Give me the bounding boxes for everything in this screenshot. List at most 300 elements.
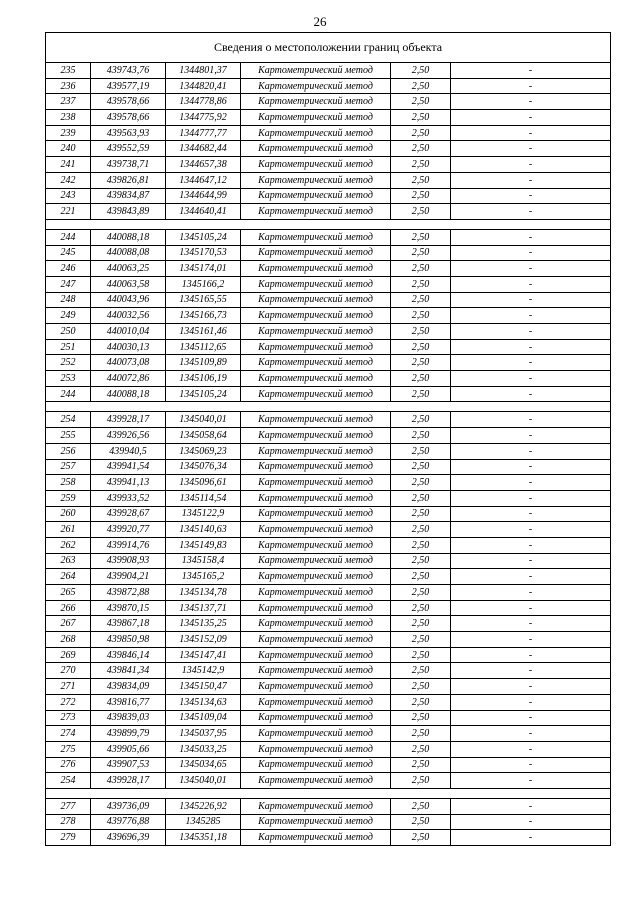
x-coordinate-cell: 439776,88 xyxy=(91,814,166,830)
method-cell: Картометрический метод xyxy=(241,172,391,188)
method-cell: Картометрический метод xyxy=(241,537,391,553)
x-coordinate-cell: 439841,34 xyxy=(91,663,166,679)
accuracy-cell: 2,50 xyxy=(391,261,451,277)
description-cell: - xyxy=(451,63,611,79)
x-coordinate-cell: 439908,93 xyxy=(91,553,166,569)
group-separator-cell xyxy=(46,402,611,412)
point-number-cell: 259 xyxy=(46,490,91,506)
table-row xyxy=(46,663,611,679)
x-coordinate-cell: 439738,71 xyxy=(91,157,166,173)
table-row xyxy=(46,553,611,569)
table-title-row xyxy=(46,33,611,63)
x-coordinate-cell: 439846,14 xyxy=(91,647,166,663)
x-coordinate-cell: 439834,87 xyxy=(91,188,166,204)
y-coordinate-cell: 1345058,64 xyxy=(166,428,241,444)
table-row xyxy=(46,308,611,324)
point-number-cell: 239 xyxy=(46,125,91,141)
accuracy-cell: 2,50 xyxy=(391,63,451,79)
method-cell: Картометрический метод xyxy=(241,694,391,710)
description-cell: - xyxy=(451,537,611,553)
method-cell: Картометрический метод xyxy=(241,459,391,475)
table-row xyxy=(46,110,611,126)
table-row xyxy=(46,324,611,340)
point-number-cell: 274 xyxy=(46,726,91,742)
y-coordinate-cell: 1345096,61 xyxy=(166,475,241,491)
x-coordinate-cell: 439920,77 xyxy=(91,522,166,538)
accuracy-cell: 2,50 xyxy=(391,553,451,569)
description-cell: - xyxy=(451,308,611,324)
method-cell: Картометрический метод xyxy=(241,412,391,428)
x-coordinate-cell: 439940,5 xyxy=(91,443,166,459)
description-cell: - xyxy=(451,276,611,292)
method-cell: Картометрический метод xyxy=(241,506,391,522)
accuracy-cell: 2,50 xyxy=(391,798,451,814)
x-coordinate-cell: 439552,59 xyxy=(91,141,166,157)
accuracy-cell: 2,50 xyxy=(391,125,451,141)
table-row xyxy=(46,78,611,94)
y-coordinate-cell: 1344640,41 xyxy=(166,204,241,220)
point-number-cell: 273 xyxy=(46,710,91,726)
table-row xyxy=(46,229,611,245)
point-number-cell: 266 xyxy=(46,600,91,616)
y-coordinate-cell: 1345137,71 xyxy=(166,600,241,616)
y-coordinate-cell: 1344775,92 xyxy=(166,110,241,126)
method-cell: Картометрический метод xyxy=(241,78,391,94)
description-cell: - xyxy=(451,632,611,648)
y-coordinate-cell: 1344644,99 xyxy=(166,188,241,204)
table-row xyxy=(46,616,611,632)
description-cell: - xyxy=(451,616,611,632)
point-number-cell: 261 xyxy=(46,522,91,538)
method-cell: Картометрический метод xyxy=(241,125,391,141)
accuracy-cell: 2,50 xyxy=(391,412,451,428)
point-number-cell: 260 xyxy=(46,506,91,522)
description-cell: - xyxy=(451,78,611,94)
x-coordinate-cell: 440032,56 xyxy=(91,308,166,324)
point-number-cell: 221 xyxy=(46,204,91,220)
accuracy-cell: 2,50 xyxy=(391,78,451,94)
accuracy-cell: 2,50 xyxy=(391,616,451,632)
point-number-cell: 265 xyxy=(46,585,91,601)
point-number-cell: 248 xyxy=(46,292,91,308)
table-row xyxy=(46,490,611,506)
table-row xyxy=(46,585,611,601)
method-cell: Картометрический метод xyxy=(241,798,391,814)
description-cell: - xyxy=(451,204,611,220)
x-coordinate-cell: 439743,76 xyxy=(91,63,166,79)
y-coordinate-cell: 1345106,19 xyxy=(166,371,241,387)
y-coordinate-cell: 1345226,92 xyxy=(166,798,241,814)
x-coordinate-cell: 439826,81 xyxy=(91,172,166,188)
point-number-cell: 255 xyxy=(46,428,91,444)
group-separator-row xyxy=(46,402,611,412)
description-cell: - xyxy=(451,830,611,846)
description-cell: - xyxy=(451,490,611,506)
method-cell: Картометрический метод xyxy=(241,371,391,387)
page-number: 26 xyxy=(313,14,327,29)
y-coordinate-cell: 1345034,65 xyxy=(166,757,241,773)
point-number-cell: 276 xyxy=(46,757,91,773)
description-cell: - xyxy=(451,428,611,444)
y-coordinate-cell: 1345109,89 xyxy=(166,355,241,371)
accuracy-cell: 2,50 xyxy=(391,245,451,261)
x-coordinate-cell: 440063,58 xyxy=(91,276,166,292)
method-cell: Картометрический метод xyxy=(241,663,391,679)
table-row xyxy=(46,459,611,475)
table-row xyxy=(46,355,611,371)
boundary-table-container xyxy=(45,32,610,846)
point-number-cell: 279 xyxy=(46,830,91,846)
x-coordinate-cell: 439914,76 xyxy=(91,537,166,553)
table-row xyxy=(46,726,611,742)
method-cell: Картометрический метод xyxy=(241,245,391,261)
x-coordinate-cell: 439578,66 xyxy=(91,110,166,126)
x-coordinate-cell: 439928,67 xyxy=(91,506,166,522)
description-cell: - xyxy=(451,741,611,757)
point-number-cell: 241 xyxy=(46,157,91,173)
table-row xyxy=(46,204,611,220)
method-cell: Картометрический метод xyxy=(241,157,391,173)
accuracy-cell: 2,50 xyxy=(391,94,451,110)
method-cell: Картометрический метод xyxy=(241,229,391,245)
accuracy-cell: 2,50 xyxy=(391,188,451,204)
method-cell: Картометрический метод xyxy=(241,569,391,585)
point-number-cell: 249 xyxy=(46,308,91,324)
description-cell: - xyxy=(451,245,611,261)
description-cell: - xyxy=(451,798,611,814)
x-coordinate-cell: 440030,13 xyxy=(91,339,166,355)
accuracy-cell: 2,50 xyxy=(391,110,451,126)
y-coordinate-cell: 1345351,18 xyxy=(166,830,241,846)
method-cell: Картометрический метод xyxy=(241,814,391,830)
x-coordinate-cell: 439941,13 xyxy=(91,475,166,491)
point-number-cell: 238 xyxy=(46,110,91,126)
table-row xyxy=(46,679,611,695)
table-row xyxy=(46,141,611,157)
method-cell: Картометрический метод xyxy=(241,110,391,126)
point-number-cell: 256 xyxy=(46,443,91,459)
description-cell: - xyxy=(451,475,611,491)
description-cell: - xyxy=(451,679,611,695)
x-coordinate-cell: 439928,17 xyxy=(91,773,166,789)
table-row xyxy=(46,506,611,522)
table-row xyxy=(46,292,611,308)
point-number-cell: 250 xyxy=(46,324,91,340)
x-coordinate-cell: 439926,56 xyxy=(91,428,166,444)
y-coordinate-cell: 1345040,01 xyxy=(166,773,241,789)
point-number-cell: 251 xyxy=(46,339,91,355)
y-coordinate-cell: 1345076,34 xyxy=(166,459,241,475)
y-coordinate-cell: 1344647,12 xyxy=(166,172,241,188)
point-number-cell: 262 xyxy=(46,537,91,553)
y-coordinate-cell: 1345134,78 xyxy=(166,585,241,601)
y-coordinate-cell: 1345140,63 xyxy=(166,522,241,538)
point-number-cell: 254 xyxy=(46,412,91,428)
table-row xyxy=(46,757,611,773)
point-number-cell: 275 xyxy=(46,741,91,757)
x-coordinate-cell: 439933,52 xyxy=(91,490,166,506)
boundary-table xyxy=(45,32,611,846)
description-cell: - xyxy=(451,172,611,188)
y-coordinate-cell: 1345069,23 xyxy=(166,443,241,459)
y-coordinate-cell: 1345114,54 xyxy=(166,490,241,506)
y-coordinate-cell: 1345165,2 xyxy=(166,569,241,585)
x-coordinate-cell: 439870,15 xyxy=(91,600,166,616)
description-cell: - xyxy=(451,355,611,371)
table-row xyxy=(46,157,611,173)
method-cell: Картометрический метод xyxy=(241,339,391,355)
accuracy-cell: 2,50 xyxy=(391,585,451,601)
x-coordinate-cell: 439816,77 xyxy=(91,694,166,710)
x-coordinate-cell: 440043,96 xyxy=(91,292,166,308)
x-coordinate-cell: 439839,03 xyxy=(91,710,166,726)
method-cell: Картометрический метод xyxy=(241,679,391,695)
table-row xyxy=(46,694,611,710)
method-cell: Картометрический метод xyxy=(241,490,391,506)
method-cell: Картометрический метод xyxy=(241,276,391,292)
table-row xyxy=(46,632,611,648)
accuracy-cell: 2,50 xyxy=(391,475,451,491)
point-number-cell: 246 xyxy=(46,261,91,277)
x-coordinate-cell: 439577,19 xyxy=(91,78,166,94)
y-coordinate-cell: 1344820,41 xyxy=(166,78,241,94)
point-number-cell: 272 xyxy=(46,694,91,710)
x-coordinate-cell: 439872,88 xyxy=(91,585,166,601)
y-coordinate-cell: 1345147,41 xyxy=(166,647,241,663)
description-cell: - xyxy=(451,94,611,110)
y-coordinate-cell: 1345135,25 xyxy=(166,616,241,632)
x-coordinate-cell: 439736,09 xyxy=(91,798,166,814)
accuracy-cell: 2,50 xyxy=(391,490,451,506)
x-coordinate-cell: 439696,39 xyxy=(91,830,166,846)
point-number-cell: 269 xyxy=(46,647,91,663)
table-row xyxy=(46,647,611,663)
y-coordinate-cell: 1345033,25 xyxy=(166,741,241,757)
point-number-cell: 252 xyxy=(46,355,91,371)
description-cell: - xyxy=(451,125,611,141)
description-cell: - xyxy=(451,324,611,340)
x-coordinate-cell: 439941,54 xyxy=(91,459,166,475)
y-coordinate-cell: 1345112,65 xyxy=(166,339,241,355)
accuracy-cell: 2,50 xyxy=(391,773,451,789)
x-coordinate-cell: 439899,79 xyxy=(91,726,166,742)
accuracy-cell: 2,50 xyxy=(391,157,451,173)
accuracy-cell: 2,50 xyxy=(391,679,451,695)
description-cell: - xyxy=(451,553,611,569)
table-row xyxy=(46,245,611,261)
accuracy-cell: 2,50 xyxy=(391,522,451,538)
x-coordinate-cell: 439904,21 xyxy=(91,569,166,585)
point-number-cell: 237 xyxy=(46,94,91,110)
y-coordinate-cell: 1345122,9 xyxy=(166,506,241,522)
description-cell: - xyxy=(451,292,611,308)
description-cell: - xyxy=(451,412,611,428)
description-cell: - xyxy=(451,386,611,402)
x-coordinate-cell: 439843,89 xyxy=(91,204,166,220)
point-number-cell: 264 xyxy=(46,569,91,585)
x-coordinate-cell: 439905,66 xyxy=(91,741,166,757)
table-row xyxy=(46,830,611,846)
group-separator-row xyxy=(46,219,611,229)
group-separator-row xyxy=(46,788,611,798)
y-coordinate-cell: 1345285 xyxy=(166,814,241,830)
accuracy-cell: 2,50 xyxy=(391,830,451,846)
y-coordinate-cell: 1345134,63 xyxy=(166,694,241,710)
table-row xyxy=(46,600,611,616)
description-cell: - xyxy=(451,773,611,789)
table-row xyxy=(46,261,611,277)
accuracy-cell: 2,50 xyxy=(391,229,451,245)
method-cell: Картометрический метод xyxy=(241,261,391,277)
table-row xyxy=(46,276,611,292)
accuracy-cell: 2,50 xyxy=(391,443,451,459)
table-row xyxy=(46,371,611,387)
accuracy-cell: 2,50 xyxy=(391,741,451,757)
accuracy-cell: 2,50 xyxy=(391,141,451,157)
x-coordinate-cell: 440010,04 xyxy=(91,324,166,340)
table-row xyxy=(46,125,611,141)
method-cell: Картометрический метод xyxy=(241,757,391,773)
table-row xyxy=(46,428,611,444)
point-number-cell: 235 xyxy=(46,63,91,79)
method-cell: Картометрический метод xyxy=(241,647,391,663)
y-coordinate-cell: 1345040,01 xyxy=(166,412,241,428)
description-cell: - xyxy=(451,506,611,522)
accuracy-cell: 2,50 xyxy=(391,694,451,710)
method-cell: Картометрический метод xyxy=(241,141,391,157)
accuracy-cell: 2,50 xyxy=(391,600,451,616)
accuracy-cell: 2,50 xyxy=(391,537,451,553)
y-coordinate-cell: 1345149,83 xyxy=(166,537,241,553)
description-cell: - xyxy=(451,522,611,538)
point-number-cell: 240 xyxy=(46,141,91,157)
y-coordinate-cell: 1345152,09 xyxy=(166,632,241,648)
accuracy-cell: 2,50 xyxy=(391,814,451,830)
method-cell: Картометрический метод xyxy=(241,585,391,601)
accuracy-cell: 2,50 xyxy=(391,276,451,292)
accuracy-cell: 2,50 xyxy=(391,355,451,371)
y-coordinate-cell: 1345037,95 xyxy=(166,726,241,742)
point-number-cell: 270 xyxy=(46,663,91,679)
table-title: Сведения о местоположении границ объекта xyxy=(46,33,611,63)
method-cell: Картометрический метод xyxy=(241,830,391,846)
description-cell: - xyxy=(451,663,611,679)
table-row xyxy=(46,475,611,491)
point-number-cell: 268 xyxy=(46,632,91,648)
description-cell: - xyxy=(451,188,611,204)
accuracy-cell: 2,50 xyxy=(391,757,451,773)
description-cell: - xyxy=(451,261,611,277)
accuracy-cell: 2,50 xyxy=(391,459,451,475)
y-coordinate-cell: 1345166,2 xyxy=(166,276,241,292)
table-row xyxy=(46,412,611,428)
method-cell: Картометрический метод xyxy=(241,94,391,110)
x-coordinate-cell: 440072,86 xyxy=(91,371,166,387)
table-row xyxy=(46,522,611,538)
table-row xyxy=(46,798,611,814)
method-cell: Картометрический метод xyxy=(241,600,391,616)
x-coordinate-cell: 440088,18 xyxy=(91,229,166,245)
accuracy-cell: 2,50 xyxy=(391,204,451,220)
table-row xyxy=(46,773,611,789)
point-number-cell: 267 xyxy=(46,616,91,632)
y-coordinate-cell: 1345158,4 xyxy=(166,553,241,569)
x-coordinate-cell: 439850,98 xyxy=(91,632,166,648)
point-number-cell: 258 xyxy=(46,475,91,491)
accuracy-cell: 2,50 xyxy=(391,339,451,355)
x-coordinate-cell: 440073,08 xyxy=(91,355,166,371)
y-coordinate-cell: 1345174,01 xyxy=(166,261,241,277)
table-row xyxy=(46,569,611,585)
accuracy-cell: 2,50 xyxy=(391,569,451,585)
y-coordinate-cell: 1345170,53 xyxy=(166,245,241,261)
method-cell: Картометрический метод xyxy=(241,324,391,340)
accuracy-cell: 2,50 xyxy=(391,292,451,308)
description-cell: - xyxy=(451,141,611,157)
point-number-cell: 254 xyxy=(46,773,91,789)
x-coordinate-cell: 440088,08 xyxy=(91,245,166,261)
point-number-cell: 236 xyxy=(46,78,91,94)
method-cell: Картометрический метод xyxy=(241,204,391,220)
table-row xyxy=(46,172,611,188)
x-coordinate-cell: 439867,18 xyxy=(91,616,166,632)
point-number-cell: 244 xyxy=(46,386,91,402)
point-number-cell: 243 xyxy=(46,188,91,204)
accuracy-cell: 2,50 xyxy=(391,172,451,188)
point-number-cell: 271 xyxy=(46,679,91,695)
method-cell: Картометрический метод xyxy=(241,386,391,402)
y-coordinate-cell: 1345161,46 xyxy=(166,324,241,340)
method-cell: Картометрический метод xyxy=(241,355,391,371)
x-coordinate-cell: 439563,93 xyxy=(91,125,166,141)
description-cell: - xyxy=(451,110,611,126)
description-cell: - xyxy=(451,726,611,742)
description-cell: - xyxy=(451,157,611,173)
accuracy-cell: 2,50 xyxy=(391,647,451,663)
x-coordinate-cell: 439834,09 xyxy=(91,679,166,695)
description-cell: - xyxy=(451,710,611,726)
description-cell: - xyxy=(451,814,611,830)
description-cell: - xyxy=(451,459,611,475)
table-row xyxy=(46,741,611,757)
table-row xyxy=(46,814,611,830)
description-cell: - xyxy=(451,229,611,245)
point-number-cell: 263 xyxy=(46,553,91,569)
table-row xyxy=(46,710,611,726)
description-cell: - xyxy=(451,647,611,663)
description-cell: - xyxy=(451,371,611,387)
y-coordinate-cell: 1345150,47 xyxy=(166,679,241,695)
y-coordinate-cell: 1345165,55 xyxy=(166,292,241,308)
method-cell: Картометрический метод xyxy=(241,443,391,459)
accuracy-cell: 2,50 xyxy=(391,308,451,324)
y-coordinate-cell: 1344801,37 xyxy=(166,63,241,79)
method-cell: Картометрический метод xyxy=(241,428,391,444)
description-cell: - xyxy=(451,600,611,616)
accuracy-cell: 2,50 xyxy=(391,726,451,742)
y-coordinate-cell: 1344778,86 xyxy=(166,94,241,110)
point-number-cell: 247 xyxy=(46,276,91,292)
point-number-cell: 242 xyxy=(46,172,91,188)
accuracy-cell: 2,50 xyxy=(391,506,451,522)
y-coordinate-cell: 1345166,73 xyxy=(166,308,241,324)
y-coordinate-cell: 1345109,04 xyxy=(166,710,241,726)
table-row xyxy=(46,94,611,110)
table-row xyxy=(46,386,611,402)
accuracy-cell: 2,50 xyxy=(391,632,451,648)
table-row xyxy=(46,63,611,79)
x-coordinate-cell: 440063,25 xyxy=(91,261,166,277)
